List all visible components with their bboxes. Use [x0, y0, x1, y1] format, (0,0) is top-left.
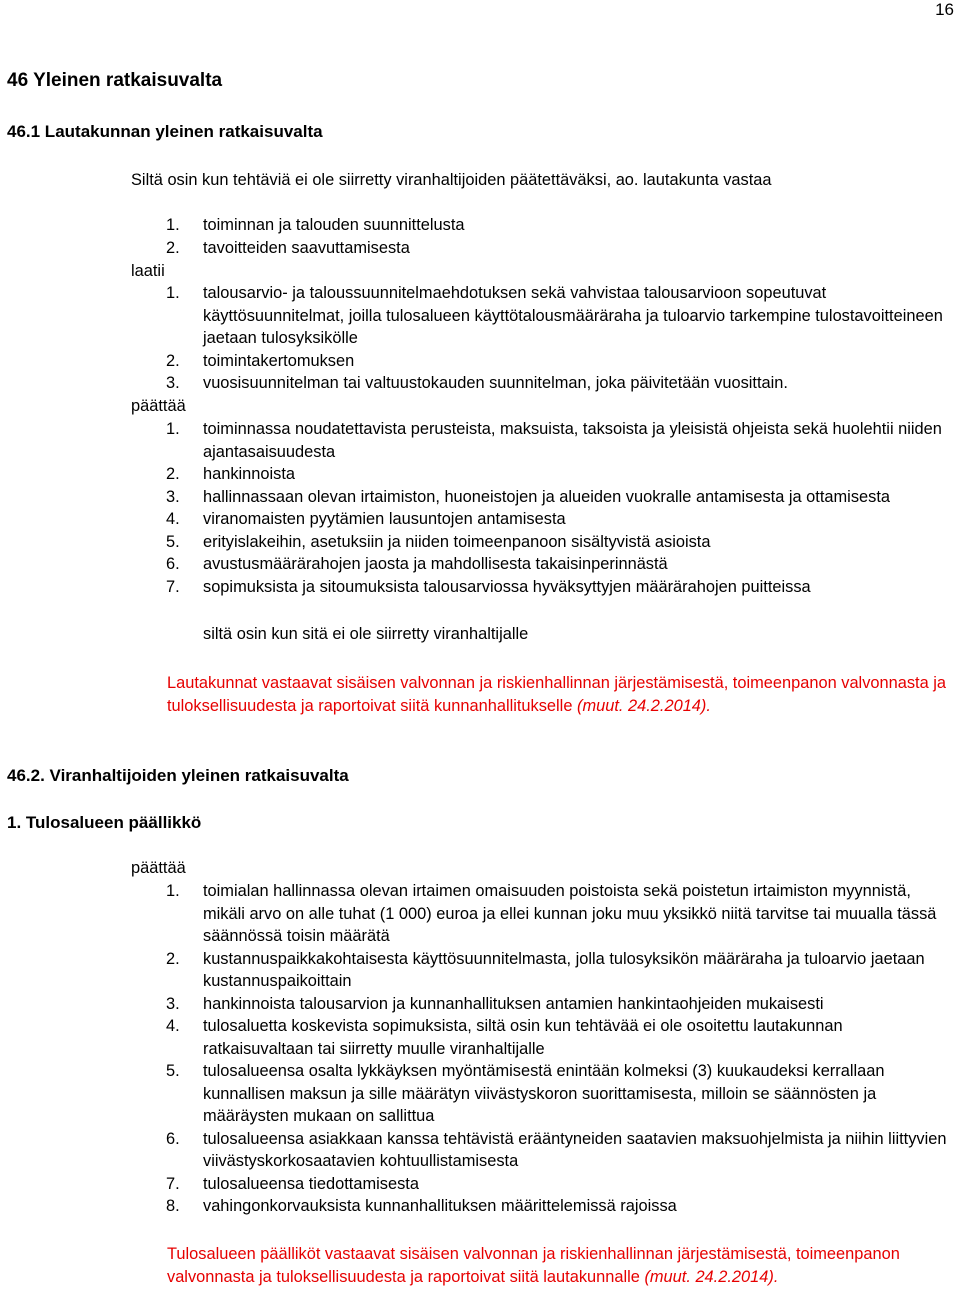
list-item: 5. tulosalueensa osalta lykkäyksen myöntämisestä enintään kolmeksi (3) kuukaudeksi kerrallaan kunnallisen maksun ja sille määrätyn viivästyskoron suorittamisesta, milloin se säännösten ja määräysten mukaan on sallittua [166, 1062, 885, 1125]
list-item: 4. tulosaluetta koskevista sopimuksista, siltä osin kun tehtävää ei ole osoitettu lautakunnan ratkaisuvaltaan tai siirretty muulle viranhaltijalle [166, 1017, 843, 1058]
tulosalue-paattaa-list [131, 880, 957, 1218]
list-item: 1. toimialan hallinnassa olevan irtaimen omaisuuden poistoista sekä poistetun irtaimiston myynnistä, mikäli arvo on alle tuhat (1 000) euroa ja ellei kunnan joku muu yksikkö niitä tarvitse tai muualla tässä säännössä toisin määrätä [166, 882, 937, 945]
paattaa-label-2: päättää [131, 859, 186, 877]
list-item: 2. tavoitteiden saavuttamisesta [166, 238, 410, 257]
subsection-heading-46-2: 46.2. Viranhaltijoiden yleinen ratkaisuvalta [7, 766, 349, 785]
paattaa-label: päättää [131, 397, 186, 415]
list-item: 7. sopimuksista ja sitoumuksista talousarviossa hyväksyttyjen määrärahojen puitteissa [166, 577, 811, 596]
list-item: 3. hallinnassaan olevan irtaimiston, huoneistojen ja alueiden vuokralle antamisesta ja ottamisesta [166, 487, 890, 506]
list-item: 1. toiminnan ja talouden suunnittelusta [166, 216, 465, 234]
note-date-2: (muut. 24.2.2014). [644, 1267, 779, 1286]
laatii-list [131, 282, 957, 395]
list-item: 2. hankinnoista [166, 465, 296, 483]
laatii-label: laatii [131, 262, 165, 280]
tulosalue-note: Tulosalueen päälliköt vastaavat sisäisen valvonnan ja riskienhallinnan järjestämisestä, toimeenpanon valvonnasta ja tuloksellisuudesta ja raportoivat siitä lautakunnalle (muut. 24.2.2014). [167, 1245, 900, 1286]
list-item: 3. hankinnoista talousarvion ja kunnanhallituksen antamien hankintaohjeiden mukaisesti [166, 994, 824, 1013]
list-item: 6. tulosalueensa asiakkaan kanssa tehtävistä erääntyneiden saatavien maksuohjelmista ja niihin liittyvien viivästyskorkosaatavien kohtuullistamisesta [166, 1129, 947, 1170]
page-number: 16 [935, 0, 954, 19]
list-item: 8. vahingonkorvauksista kunnanhallituksen määrittelemissä rajoissa [166, 1197, 677, 1215]
paattaa-tail-text: siltä osin kun sitä ei ole siirretty viranhaltijalle [203, 625, 529, 643]
vastaa-list [131, 214, 957, 259]
paattaa-list [131, 418, 957, 598]
list-item: 3. vuosisuunnitelman tai valtuustokauden suunnitelman, joka päivitetään vuosittain. [166, 374, 788, 392]
note-date: (muut. 24.2.2014). [577, 696, 711, 715]
list-item: 1. talousarvio- ja taloussuunnitelmaehdotuksen sekä vahvistaa talousarvioon sopeutuvat käyttösuunnitelmat, joilla tulosalueen käyttötalousmääräraha ja tuloarvio tarkempine tulostavoitteineen jaetaan tulosyksikölle [166, 284, 943, 347]
list-item: 4. viranomaisten pyytämien lausuntojen antamisesta [166, 510, 566, 528]
list-item: 7. tulosalueensa tiedottamisesta [166, 1174, 419, 1193]
section-title: 46 Yleinen ratkaisuvalta [7, 70, 223, 91]
lautakunta-note: Lautakunnat vastaavat sisäisen valvonnan ja riskienhallinnan järjestämisestä, toimeenpanon valvonnasta ja tuloksellisuudesta ja raportoivat siitä kunnanhallitukselle (muut. 24.2.2014). [167, 674, 947, 715]
role-heading: 1. Tulosalueen päällikkö [7, 813, 202, 832]
list-item: 5. erityislakeihin, asetuksiin ja niiden toimeenpanoon sisältyvistä asioista [166, 532, 711, 551]
list-item: 6. avustusmäärärahojen jaosta ja mahdollisesta takaisinperinnästä [166, 555, 668, 573]
intro-paragraph: Siltä osin kun tehtäviä ei ole siirretty viranhaltijoiden päätettäväksi, ao. lautakunta vastaa [131, 171, 772, 189]
list-item: 2. toimintakertomuksen [166, 351, 355, 370]
list-item: 1. toiminnassa noudatettavista perusteista, maksuista, taksoista ja yleisistä ohjeista sekä huolehtii niiden ajantasaisuudesta [166, 420, 942, 461]
subsection-heading-46-1: 46.1 Lautakunnan yleinen ratkaisuvalta [7, 122, 323, 141]
list-item: 2. kustannuspaikkakohtaisesta käyttösuunnitelmasta, jolla tulosyksikön määräraha ja tuloarvio jaetaan kustannuspaikoittain [166, 949, 925, 990]
